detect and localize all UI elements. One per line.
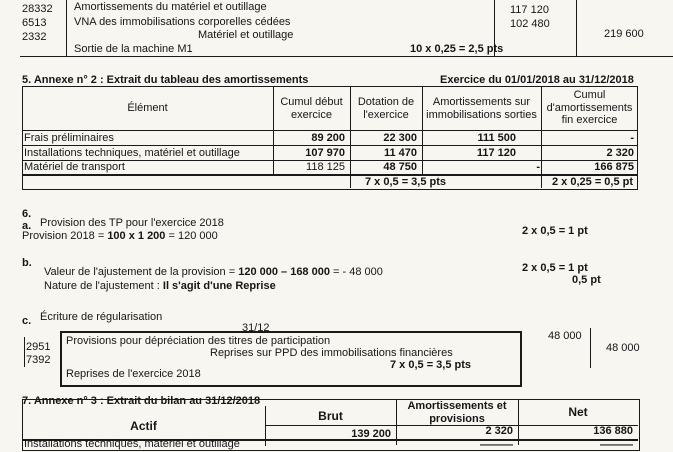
entry-line: Reprises sur PPD des immobilisations financières	[210, 347, 453, 359]
column-header: Cumul début exercice	[280, 96, 343, 121]
row-label: Frais préliminaires	[24, 132, 114, 144]
column-header: Cumul d'amortissements fin exercice	[546, 89, 633, 127]
cell-value: ———	[600, 439, 633, 451]
debit-amount: 117 120	[510, 4, 549, 16]
cell-value: 111 500	[477, 132, 516, 144]
cell-value: 136 880	[593, 425, 633, 437]
provision-formula: Provision 2018 = 100 x 1 200 = 120 000	[22, 230, 218, 242]
item-label: a.	[22, 220, 32, 232]
score: 10 x 0,25 = 2,5 pts	[410, 43, 504, 55]
section-number: 6.	[22, 208, 32, 220]
cell-value: 139 200	[351, 428, 391, 440]
cell-value: 22 300	[383, 132, 417, 144]
cell-value: 2 320	[606, 147, 634, 159]
column-header: Amortissements sur immobilisations sorties	[426, 96, 537, 121]
column-header: Dotation de l'exercice	[357, 96, 415, 121]
account-number: 7392	[26, 354, 51, 366]
score: 7 x 0,5 = 3,5 pts	[390, 359, 472, 371]
entry-line: Provisions pour dépréciation des titres de participation	[66, 335, 331, 347]
adjustment-formula: Valeur de l'ajustement de la provision = 120 000 – 168 000 = - 48 000	[44, 266, 383, 278]
cell-value: -	[536, 161, 540, 173]
debit-amount: 102 480	[510, 18, 550, 30]
cell-value: 11 470	[383, 147, 417, 159]
cell-value: -	[630, 132, 634, 144]
score: 7 x 0,5 = 3,5 pts	[365, 176, 447, 188]
adjustment-nature: Nature de l'ajustement : Il s'agit d'une Reprise	[44, 280, 276, 292]
account-number: 6513	[22, 17, 47, 29]
score: 2 x 0,5 = 1 pt	[522, 262, 588, 274]
entry-line: Reprises de l'exercice 2018	[66, 368, 201, 380]
score: 2 x 0,5 = 1 pt	[522, 225, 588, 237]
row-label: Installations techniques, matériel et outillage	[24, 147, 240, 159]
account-number: 2951	[26, 341, 51, 353]
cell-value: ———	[480, 439, 513, 451]
cell-value: 2 320	[485, 425, 513, 437]
cell-value: 118 125	[306, 161, 345, 173]
score: 2 x 0,25 = 0,5 pt	[552, 176, 634, 188]
credit-amount: 219 600	[604, 28, 644, 40]
column-header: Amortissements et provisions	[407, 400, 507, 425]
credit-amount: 48 000	[606, 342, 640, 354]
column-header: Net	[568, 405, 588, 419]
entry-line: Matériel et outillage	[198, 29, 294, 41]
row-label: Installations techniques, matériel et outillage	[24, 438, 240, 450]
item-title: Écriture de régularisation	[40, 311, 163, 323]
item-label: c.	[22, 315, 32, 327]
cell-value: 117 120	[476, 147, 516, 159]
column-header: Brut	[318, 409, 343, 423]
account-number: 2332	[22, 31, 47, 43]
score: 0,5 pt	[572, 274, 601, 286]
exercise-period: Exercice du 01/01/2018 au 31/12/2018	[440, 74, 634, 86]
row-label: Matériel de transport	[24, 161, 125, 173]
account-number: 28332	[22, 3, 53, 15]
section-title: 7. Annexe n° 3 : Extrait du bilan au 31/12/2018	[22, 395, 261, 407]
column-header: Actif	[130, 419, 157, 433]
entry-date: 31/12	[242, 322, 270, 334]
entry-line: Sortie de la machine M1	[74, 43, 193, 55]
cell-value: 107 970	[305, 147, 345, 159]
entry-line: Amortissements du matériel et outillage	[74, 1, 267, 13]
cell-value: 166 875	[594, 161, 634, 173]
entry-line: VNA des immobilisations corporelles cédées	[74, 16, 291, 28]
section-title: 5. Annexe n° 2 : Extrait du tableau des amortissements	[22, 74, 309, 86]
debit-amount: 48 000	[548, 330, 582, 342]
item-label: b.	[22, 257, 32, 269]
cell-value: 48 750	[383, 161, 417, 173]
column-header: Élément	[127, 102, 168, 114]
cell-value: 89 200	[311, 132, 345, 144]
item-title: Provision des TP pour l'exercice 2018	[40, 217, 224, 229]
